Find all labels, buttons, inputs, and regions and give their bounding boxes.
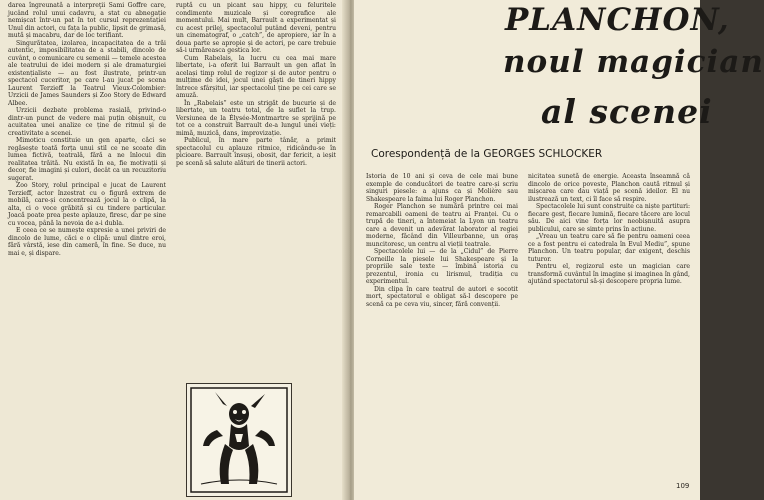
title-line-3: al scenei [541,92,713,131]
rabelais-illustration [186,383,292,497]
paragraph: Urzicii dezbate problema rasială, privind-o dintr-un punct de vedere mai puțin obișnuit, cu acuitatea unei analize ce ține de ritmul și de creativitate a scenei. [8,107,166,137]
paragraph: Din clipa în care teatrul de autori e socotit mort, spectatorul e obligat să-l descopere pe scenă ca pe ceva viu, sincer, fără convenții. [366,285,518,308]
paragraph: Mimoticu constituie un gen aparte, căci se regăsește toată forța unui stil ce ne scoate din lumea fictivă, teatrală, fără a ne înlocui din realitatea trăită. Nu există în ea, fie motivații și decor, fie imagini și culori, decât ca un recuzitoriu sugerat. [8,137,166,182]
right-column-2 [528,173,690,479]
paragraph: darea îngreunată a interpreţii Sami Goffre care, jucând rolul unui cadavru, a stat cu abnegație nemișcat într-un pat în tot cursul reprezentației Unul din actori, cu fața la public, lipsit de grimasă, mută și macabru, dar de loc terifiant. [8,2,166,39]
title-line-1: PLANCHON, [505,2,730,38]
paragraph: Pentru el, regizorul este un magician care transformă cuvântul în imagine și imaginea în gând, ajutând spectatorul să-și descopere propria lume. [528,263,690,285]
paragraph: E ceea ce se numește expresie a unei priviri de dincolo de lume, căci e o clipă: unul dintre eroi, fără vârstă, iese din cameră, în fine. Se duce, nu mai e, și dispare. [8,227,166,257]
paragraph: În „Rabelais” este un strigăt de bucurie și de libertate, un teatru total, de la suflet la trup. Versiunea de la Élysée-Montmartre se sprijină pe tot ce a construit Barrault de-a lungul unei vieți: mimă, muzică, dans, improvizație. [176,99,336,137]
right-column-1 [366,173,518,491]
paragraph: ruptă cu un picant sau hippy, cu feluritele condimente muzicale și coregrafice ale momentului. Mai mult, Barrault a experimentat și cu acest prilej, spectacolul putând deveni, pentru un cinematograf, o „catch”, de apropiere, iar în a doua parte se apropie și de actori, pe care trebuie să-i urmăreasca gestica lor. [176,2,336,54]
paragraph: Publicul, în mare parte tânăr, a primit spectacolul cu aplauze ritmice, ridicându-se în picioare. Barrault însuși, obosit, dar fericit, a ieșit pe scenă să salute alături de tinerii actori. [176,137,336,167]
left-column-2 [176,2,336,378]
paragraph: Cum Rabelais, la lucru cu cea mai mare libertate, i-a oferit lui Barrault un gen aflat în același timp rolul de regizor și de autor pentru o mulțime de idei, jocul unei găști de tineri hippy întrece sfârșitul, iar spectacolul ține pe cei care se amuză. [176,54,336,99]
paragraph: Roger Planchon se numără printre cei mai remarcabili oameni de teatru ai Franței. Cu o trupă de tineri, a întemeiat la Lyon un teatru care a devenit un adevărat laborator al regiei moderne, făcând din Villeurbanne, un oraș muncitoresc, un centru al vieții teatrale. [366,203,518,248]
paragraph: Istoria de 10 ani și ceva de cele mai bune exemple de conducători de teatre care-și scriu singuri piesele: a ajuns ca și Molière sau Shakespeare la faima lui Roger Planchon. [366,173,518,203]
page-number: 109 [676,482,690,490]
paragraph: nicitatea sunetă de energie. Aceasta înseamnă că dincolo de orice poveste, Planchon caută ritmul și mișcarea care dau viață pe scenă ideilor. El nu ilustrează un text, ci îl face să respire. [528,173,690,203]
paragraph: Singurătatea, izolarea, incapacitatea de a trăi autentic, imposibilitatea de a stabili, dincolo de cuvânt, o comunicare cu semenii — temele acestea ale teatrului de idei modern și ale dramaturgiei existențialiste — au fost ilustrate, printr-un spectacol cuceritor, pe care l-au jucat pe scena Laurent Terzieff la Teatrul Vieux-Colombier: Urzicii de James Saunders și Zoo Story de Edward Albee. [8,39,167,107]
paragraph: „Vreau un teatru care să fie pentru oameni ceea ce a fost pentru ei catedrala în Evul Mediu”, spune Planchon. Un teatru popular, dar exigent, deschis tuturor. [528,233,690,263]
title-line-2: noul magician [503,44,764,80]
left-page [0,0,346,500]
drawing-icon [187,384,291,496]
left-column-1 [8,2,166,494]
paragraph: Zoo Story, rolul principal e jucat de Laurent Terzieff, actor înzestrat cu o figură extrem de mobilă, care-și concentrează jocul la o clipă, la alta, ci o voce grăbită și cu tindere particular. Joacă poate prea peste aplauze, firesc, dar pe sine cu vocea, până la nevoia de a-i dubla. [8,182,166,227]
paragraph: Spectacolele lui — de la „Cidul” de Pierre Corneille la piesele lui Shakespeare și la propriile sale texte — îmbină istoria cu prezentul, ironia cu lirismul, tradiția cu experimentul. [366,248,518,285]
paragraph: Spectacolele lui sunt construite ca niște partituri: fiecare gest, fiecare lumină, fiecare tăcere are locul său. De aici vine forța lor neobișnuită asupra publicului, care se simte prins în acțiune. [528,203,690,233]
article-subtitle: Corespondență de la GEORGES SCHLOCKER [371,148,603,160]
